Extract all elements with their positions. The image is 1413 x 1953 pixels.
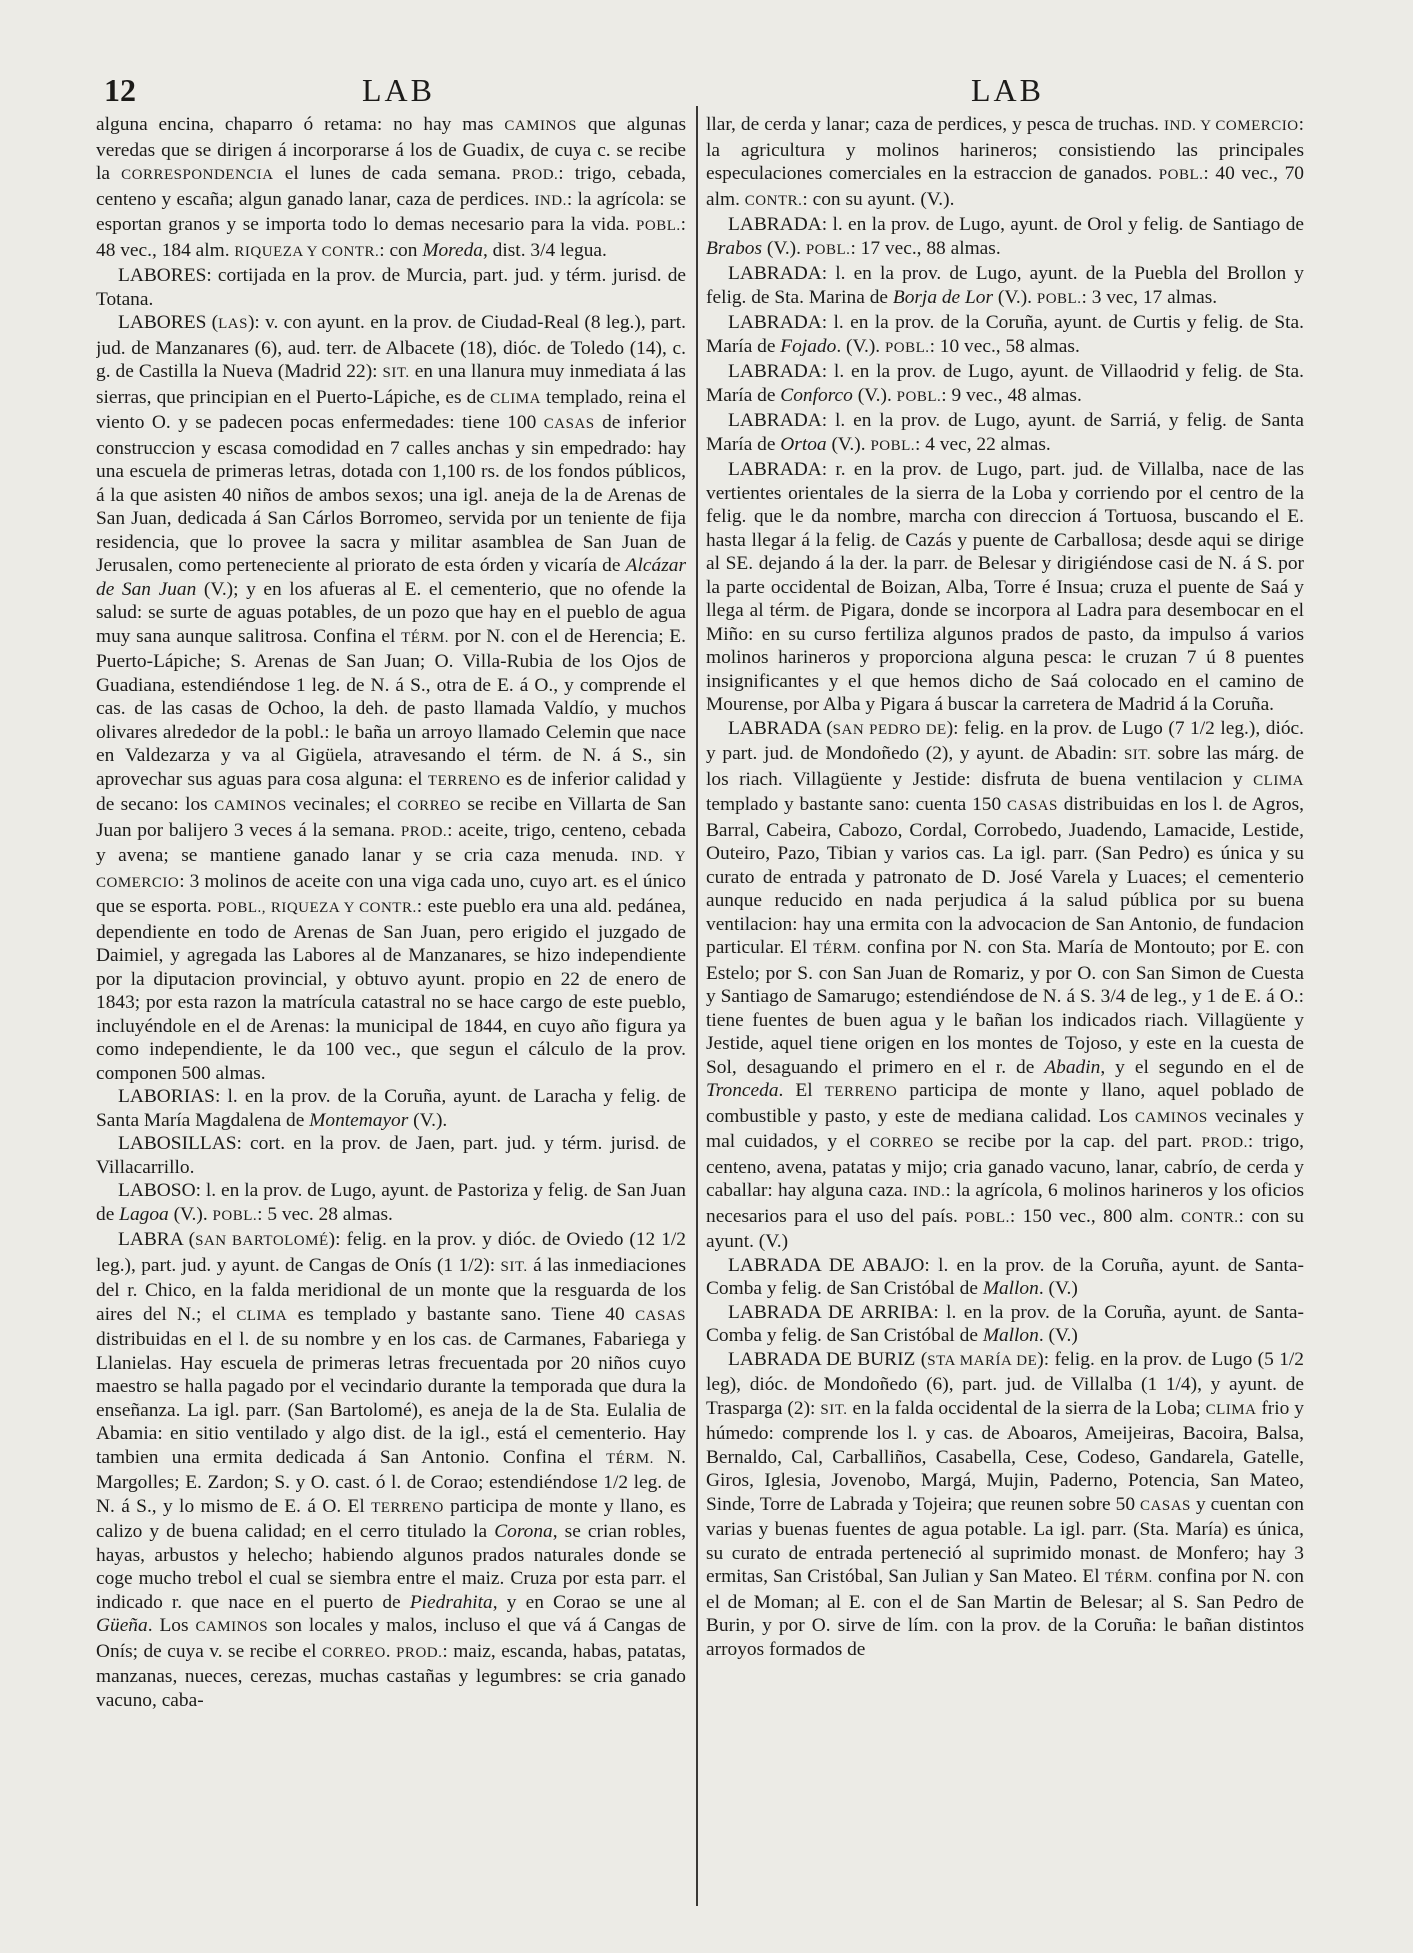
entry-text: se recibe en Villarta de San Juan por balijero 3 veces á la semana. xyxy=(96,794,686,841)
entry-text: ): felig. en la prov. y dióc. de Oviedo (12 1/2 leg.), part. jud. y ayunt. de Cangas de Onís (1 1/2): xyxy=(96,1229,686,1276)
entry-text: . El xyxy=(778,1080,825,1101)
small-caps-term: SAN BARTOLOMÉ xyxy=(195,1233,329,1249)
small-caps-term: SIT. xyxy=(1123,747,1152,763)
entry-text: el lunes de cada semana. xyxy=(273,163,513,184)
entry-text: participa de monte y llano, es calizo y de buena calidad; en el cerro titulado la xyxy=(96,1495,686,1542)
entry-text: LABRADA ( xyxy=(728,717,833,739)
dictionary-entry xyxy=(706,360,1304,409)
dictionary-entry xyxy=(706,1254,1304,1301)
small-caps-term: CASAS xyxy=(543,416,595,432)
entry-text: (V.). xyxy=(408,1109,448,1131)
entry-text: (V.). xyxy=(826,433,871,455)
entry-text: : maiz, escanda, habas, patatas, manzanas, nueces, cerezas, muchas castañas y legumbres: se cria ganado vacuno, caba- xyxy=(96,1640,686,1711)
small-caps-term: IND. Y COMERCIO xyxy=(1164,118,1299,134)
small-caps-term: RIQUEZA Y CONTR. xyxy=(234,243,380,260)
dictionary-entry xyxy=(96,1179,686,1228)
small-caps-term: SAN PEDRO DE xyxy=(832,721,947,738)
entry-text: se recibe por la cap. del part. xyxy=(933,1131,1202,1152)
entry-text: . xyxy=(385,1640,397,1662)
small-caps-term: SIT. xyxy=(382,365,410,381)
dictionary-entry xyxy=(96,264,686,311)
entry-text: frio y húmedo: comprende los l. y cas. de Aboaros, Ameijeiras, Bacoira, Balsa, Bernaldo, Cal, Carballiños, Casabella, Cese, Codeso, Gandarela, Gatelle, Giros, Iglesia, Jovenobo, Margá, Mujin, Paderno, Potencia, San Mateo, Sinde, Torre de Labrada y Tojeira; que reunen sobre 50 xyxy=(706,1397,1304,1515)
entry-text: : 48 vec., 184 alm. xyxy=(96,214,686,261)
small-caps-term: POBL. xyxy=(884,339,930,356)
entry-text: , dist. 3/4 legua. xyxy=(482,239,607,261)
entry-text: es de inferior calidad y de secano: los xyxy=(96,768,686,815)
italic-reference: Alcázar de San Juan xyxy=(96,555,686,600)
entry-text: (V.). xyxy=(762,237,806,259)
italic-reference: Lagoa xyxy=(119,1203,169,1225)
small-caps-term: SIT. xyxy=(820,1401,848,1418)
dictionary-entry xyxy=(96,1085,686,1132)
entry-text: que algunas veredas que se dirigen á incorporarse á los de Guadix, de cuya c. se recibe la xyxy=(96,114,686,184)
entry-text: de inferior construccion y escasa comodidad en 7 calles anchas y sin empedrado: hay una escuela de primeras letras, dotada con 1,100 rs. de los fondos públicos, á la que asisten 40 niños de ambos sexos; una igl. aneja de la de Arenas de San Juan, dedicada á San Cárlos Borromeo, servida por un teniente de fija residencia, que lo provee la sacra y militar asamblea de San Juan de Jerusalen, como perteneciente al priorato de esta órden y vicaría de xyxy=(96,412,686,576)
small-caps-term: CAMINOS xyxy=(195,1619,269,1635)
small-caps-term: POBL. xyxy=(965,1209,1010,1226)
italic-reference: Mallon xyxy=(982,1325,1039,1346)
entry-text: LABRADA DE ARRIBA: l. en la prov. de la Coruña, ayunt. de Santa-Comba y felig. de San Cristóbal de xyxy=(706,1301,1304,1346)
italic-reference: Piedrahita xyxy=(409,1591,493,1613)
entry-text: : aceite, trigo, centeno, cebada y avena; se mantiene ganado lanar y se cria caza menuda. xyxy=(96,819,686,866)
small-caps-term: SIT. xyxy=(500,1258,528,1275)
entry-text: son locales y malos, incluso el que vá á Cangas de Onís; de cuya v. se recibe el xyxy=(96,1615,686,1662)
entry-text: , se crian robles, hayas, arbustos y helecho; habiendo algunos prados naturales donde se coge mucho trebol el cual se siembra entre el maiz. Cruza por esta parr. el indicado r. que nace en el puerto de xyxy=(96,1521,686,1613)
entry-text: sobre las márg. de los riach. Villagüente y Jestide: disfruta de buena ventilacion y xyxy=(706,743,1304,790)
entry-text: participa de monte y llano, aquel poblado de combustible y pasto, y este de mediana calidad. Los xyxy=(706,1080,1304,1127)
entry-text: N. Margolles; E. Zardon; S. y O. cast. ó l. de Corao; estendiéndose 1/2 leg. de N. á S., y lo mismo de E. á O. El xyxy=(96,1446,686,1517)
small-caps-term: POBL., RIQUEZA Y CONTR. xyxy=(217,900,417,916)
small-caps-term: TÉRM. xyxy=(813,941,862,957)
small-caps-term: POBL. xyxy=(805,241,851,258)
right-column xyxy=(706,113,1304,1943)
entry-text: ): felig. en la prov. de Lugo (7 1/2 leg.), dióc. y part. jud. de Mondoñedo (2), y ayunt. de Abadin: xyxy=(706,717,1304,764)
entry-text: es templado y bastante sano. Tiene 40 xyxy=(287,1303,636,1325)
small-caps-term: IND. Y COMERCIO xyxy=(96,849,686,891)
entry-text: ): felig. en la prov. de Lugo (5 1/2 leg), dióc. de Mondoñedo (6), part. jud. de Villalba (1 1/4), y ayunt. de Trasparga (2): xyxy=(706,1348,1304,1419)
entry-text: : este pueblo era una ald. pedánea, dependiente en todo de Arenas de San Juan, pero erigido el juzgado de Daimiel, y agregada las Labores al de Manzanares, se hizo independiente por la diputacion provincial, y obtuvo ayunt. propio en 22 de enero de 1843; por esta razon la matrícula catastral no se hace cargo de este pueblo, incluyéndole en el de Arenas: la municipal de 1844, en cuyo año figura ya como independiente, le da 100 vec., que segun el cálculo de la prov. componen 500 almas. xyxy=(96,896,686,1084)
small-caps-term: CORREO xyxy=(397,798,462,814)
entry-text: : 40 vec., 70 alm. xyxy=(706,163,1304,210)
small-caps-term: CLIMA xyxy=(1205,1401,1257,1418)
entry-text: en la falda occidental de la sierra de la Loba; xyxy=(847,1397,1206,1419)
entry-text: á las inmediaciones del r. Chico, en la falda meridional de un monte que la resguarda de los aires del N.; el xyxy=(96,1254,686,1325)
small-caps-term: POBL. xyxy=(636,218,681,234)
dictionary-entry xyxy=(706,717,1304,1254)
small-caps-term: PROD. xyxy=(400,823,448,840)
dictionary-entry xyxy=(96,1132,686,1179)
italic-reference: Borja de Lor xyxy=(892,286,994,308)
entry-text: LABRADA: r. en la prov. de Lugo, part. jud. de Villalba, nace de las vertientes orientales de la sierra de la Loba y corriendo por el centro de la felig. que le da nombre, marcha con direccion á Tortuosa, buscando el E. hasta llegar á la felig. de Cazás y puente de Carballosa; desde aqui se dirige al SE. dejando á la der. la parr. de Belesar y dirigiéndose casi de N. á S. por la parte occidental de Boizan, Alba, Torre é Insua; cruza el puente de Saá y llega al térm. de Pigara, donde se incorpora al Ladra para desembocar en el Miño: en su curso fertiliza algunos prados de pasto, da impulso á varios molinos harineros y proporciona alguna pesca: le cruzan 7 ú 8 puentes insignificantes y el que hemos dicho de Saá colocado en el camino de Mourense, por Alba y Pigara á buscar la carretera de Madrid á la Coruña. xyxy=(706,459,1304,715)
small-caps-term: PROD. xyxy=(512,167,559,183)
entry-text: LABOSO: l. en la prov. de Lugo, ayunt. de Pastoriza y felig. de San Juan de xyxy=(96,1180,686,1225)
dictionary-entry xyxy=(96,113,686,264)
entry-text: LABRADA: l. en la prov. de la Coruña, ayunt. de Curtis y felig. de Sta. María de xyxy=(706,312,1304,357)
small-caps-term: PROD. xyxy=(396,1644,443,1661)
entry-text: templado y bastante sano: cuenta 150 xyxy=(706,794,1007,815)
italic-reference: Montemayor xyxy=(309,1109,409,1131)
small-caps-term: TÉRM. xyxy=(1104,1570,1153,1586)
small-caps-term: TERRENO xyxy=(371,1499,444,1516)
italic-reference: Tronceda xyxy=(706,1080,779,1101)
entry-text: LABRA ( xyxy=(118,1229,196,1250)
italic-reference: Abadin xyxy=(1044,1056,1101,1078)
small-caps-term: CASAS xyxy=(635,1307,686,1324)
entry-text: (V.); y en los afueras al E. el cementerio, que no ofende la salud: se surte de aguas potables, de un pozo que hay en el pueblo de agua muy sana aunque salitrosa. Confina el xyxy=(96,578,686,647)
small-caps-term: LAS xyxy=(218,316,248,332)
entry-text: distribuidas en el l. de su nombre y en los cas. de Carmanes, Fabariega y Llanielas. Hay escuela de primeras letras frecuentada por 20 niños cuyo maestro se halla pagado por el vecindario durante la temporada que dura la enseñanza. La igl. parr. (San Bartolomé), es aneja de la de Sta. Eulalia de Abamia: en sitio ventilado y algo dist. de la igl., está el cementerio. Hay tambien una ermita dedicada á San Antonio. Confina el xyxy=(96,1329,686,1468)
dictionary-entry xyxy=(706,262,1304,311)
small-caps-term: CORREO xyxy=(869,1135,934,1151)
italic-reference: Güeña xyxy=(96,1615,148,1636)
entry-text: : con su ayunt. (V.). xyxy=(802,188,955,210)
running-head xyxy=(0,72,1413,112)
entry-text: : la agrícola: se esportan granos y se importa todo lo demas necesario para la vida. xyxy=(96,188,686,235)
entry-text: LABORIAS: l. en la prov. de la Coruña, ayunt. de Laracha y felig. de Santa María Magdalena de xyxy=(96,1086,686,1131)
small-caps-term: CORREO xyxy=(321,1644,386,1661)
entry-text: : con xyxy=(379,239,423,261)
entry-text: (V.). xyxy=(852,384,897,406)
entry-text: distribuidas en los l. de Agros, Barral, Cabeira, Cabozo, Cordal, Corrobedo, Juadendo, Lamacide, Lestide, Outeiro, Pazo, Tibian y varios cas. La igl. parr. (San Pedro) es única y su curato de entrada y patronato de D. José Varela y Luaces; el cementerio aunque reducido en nada perjudica á la salud pública por su buena ventilacion: hay una ermita con la advocacion de San Antonio, de fundacion particular. El xyxy=(706,794,1304,958)
entry-text: LABRADA: l. en la prov. de Lugo, ayunt. de la Puebla del Brollon y felig. de Sta. Marina de xyxy=(706,263,1304,308)
entry-text: : la agricultura y molinos harineros; consistiendo las principales especulaciones comerciales en la estraccion de ganados. xyxy=(706,114,1304,184)
small-caps-term: POBL. xyxy=(212,1207,258,1224)
italic-reference: Fojado xyxy=(780,335,837,357)
small-caps-term: PROD. xyxy=(1201,1135,1248,1151)
entry-text: . (V.). xyxy=(836,335,885,357)
italic-reference: Corona xyxy=(494,1521,553,1542)
small-caps-term: STA MARÍA DE xyxy=(927,1352,1038,1369)
entry-text: LABORES ( xyxy=(118,312,219,333)
dictionary-entry xyxy=(706,113,1304,213)
entry-text: confina por N. con Sta. María de Montouto; por E. con Estelo; por S. con San Juan de Romariz, y por O. con San Simon de Cuesta y Santiago de Samarugo; estendiéndose de N. á S. 3/4 de leg., y 1 de E. á O.: tiene fuentes de buen agua y le bañan los indicados riach. Villagüente y Jestide, aquel tiene origen en los montes de Tojoso, y este en la cuesta de Sol, desaguando el primero en el r. de xyxy=(706,937,1304,1078)
entry-text: (V.). xyxy=(993,286,1037,308)
entry-text: y cuentan con varias y buenas fuentes de agua potable. La igl. parr. (Sta. María) es única, su curato de entrada perteneció al suprimido monast. de Monfero; hay 3 ermitas, San Cristóbal, San Julian y San Mateo. El xyxy=(706,1493,1304,1587)
entry-text: (V.). xyxy=(168,1203,213,1225)
dictionary-entry xyxy=(706,409,1304,458)
entry-text: : 3 molinos de aceite con una viga cada uno, cuyo art. es el único que se esporta. xyxy=(96,870,686,917)
entry-text: alguna encina, chaparro ó retama: no hay mas xyxy=(96,114,505,135)
entry-text: . (V.) xyxy=(1038,1325,1078,1346)
entry-text: LABRADA: l. en la prov. de Lugo, ayunt. de Villaodrid y felig. de Sta. María de xyxy=(706,361,1304,406)
small-caps-term: IND. xyxy=(534,192,567,209)
entry-text: : la agrícola, 6 molinos harineros y los oficios necesarios para el uso del país. xyxy=(706,1180,1304,1227)
entry-text: ): v. con ayunt. en la prov. de Ciudad-Real (8 leg.), part. jud. de Manzanares (6), aud. terr. de Albacete (18), dióc. de Toledo (14), c. g. de Castilla la Nueva (Madrid 22): xyxy=(96,312,686,382)
small-caps-term: POBL. xyxy=(1036,290,1082,307)
small-caps-term: TÉRM. xyxy=(401,629,450,646)
entry-text: por N. con el de Herencia; E. Puerto-Lápiche; S. Arenas de San Juan; O. Villa-Rubia de los Ojos de Guadiana, estendiéndose 1 leg. de N. á S., otra de E. á O., y comprende el cas. de las casas de Ochoo, la deh. de pasto llamada Valdío, y muchos olivares alrededor de la pobl.: le baña un arroyo llamado Celemin que nace en Valdezarza y va al Gigüela, atravesando el térm. de N. á S., sin aprovechar sus aguas para cosa alguna: el xyxy=(96,625,686,790)
small-caps-term: CONTR. xyxy=(1180,1209,1239,1226)
small-caps-term: POBL. xyxy=(896,388,942,405)
entry-text: LABRADA DE BURIZ ( xyxy=(728,1348,928,1370)
entry-text: : trigo, cebada, centeno y escaña; algun ganado lanar, caza de perdices. xyxy=(96,163,686,210)
left-column xyxy=(96,113,686,1943)
dictionary-entry xyxy=(96,311,686,1085)
entry-text: : 4 vec, 22 almas. xyxy=(915,433,1051,455)
right-running-heading: LAB xyxy=(971,72,1044,108)
entry-text: LABRADA: l. en la prov. de Lugo, ayunt. de Sarriá, y felig. de Santa María de xyxy=(706,410,1304,455)
dictionary-entry xyxy=(706,458,1304,717)
small-caps-term: CLIMA xyxy=(490,390,541,407)
page-number: 12 xyxy=(104,72,136,108)
entry-text: : 3 vec, 17 almas. xyxy=(1081,286,1218,308)
entry-text: llar, de cerda y lanar; caza de perdices, y pesca de truchas. xyxy=(706,114,1164,135)
left-running-heading: LAB xyxy=(362,72,435,108)
small-caps-term: IND. xyxy=(912,1184,946,1200)
entry-text: : 150 vec., 800 alm. xyxy=(1009,1205,1181,1227)
small-caps-term: CLIMA xyxy=(1253,772,1304,789)
small-caps-term: CORRESPONDENCIA xyxy=(121,167,274,183)
dictionary-entry xyxy=(706,1348,1304,1662)
small-caps-term: CAMINOS xyxy=(504,118,578,134)
small-caps-term: CASAS xyxy=(1007,798,1058,814)
entry-text: LABRADA DE ABAJO: l. en la prov. de la Coruña, ayunt. de Santa-Comba y felig. de San Cristóbal de xyxy=(706,1254,1304,1299)
dictionary-entry xyxy=(706,311,1304,360)
small-caps-term: CLIMA xyxy=(236,1307,288,1324)
italic-reference: Conforco xyxy=(780,384,853,406)
dictionary-entry xyxy=(706,1301,1304,1348)
entry-text: templado, reina el viento O. y se padecen pocas enfermedades: tiene 100 xyxy=(96,386,686,433)
column-divider xyxy=(696,106,698,1906)
entry-text: : con su ayunt. (V.) xyxy=(706,1205,1304,1252)
small-caps-term: CASAS xyxy=(1140,1497,1191,1514)
entry-text: confina por N. con el de Moman; al E. con el de San Martin de Belesar; al S. San Pedro de Burin, y por O. sirve de lím. con la prov. de la Coruña: le bañan distintos arroyos formados de xyxy=(706,1566,1304,1660)
entry-text: : 9 vec., 48 almas. xyxy=(941,384,1082,406)
entry-text: , y en Corao se une al xyxy=(492,1591,686,1613)
dictionary-entry xyxy=(96,1228,686,1712)
entry-text: : 17 vec., 88 almas. xyxy=(850,237,1001,259)
entry-text: , y el segundo en el de xyxy=(1100,1056,1304,1078)
italic-reference: Mallon xyxy=(982,1278,1039,1299)
entry-text: . (V.) xyxy=(1038,1278,1078,1299)
dictionary-entry xyxy=(706,213,1304,262)
entry-text: en una llanura muy inmediata á las sierras, que principian en el Puerto-Lápiche, es de xyxy=(96,361,686,408)
small-caps-term: CONTR. xyxy=(744,192,803,209)
entry-text: vecinales y mal cuidados, y el xyxy=(706,1105,1304,1152)
entry-text: : 10 vec., 58 almas. xyxy=(929,335,1080,357)
small-caps-term: CAMINOS xyxy=(1135,1109,1208,1126)
italic-reference: Brabos xyxy=(706,237,763,259)
entry-text: : trigo, centeno, avena, patatas y mijo; cria ganado vacuno, lanar, cabrío, de cerda y caballar: hay alguna caza. xyxy=(706,1131,1304,1201)
small-caps-term: CAMINOS xyxy=(214,798,287,814)
small-caps-term: POBL. xyxy=(870,437,916,454)
entry-text: . Los xyxy=(147,1615,196,1636)
small-caps-term: TERRENO xyxy=(427,772,501,789)
italic-reference: Ortoa xyxy=(780,433,827,455)
italic-reference: Moreda xyxy=(422,239,483,261)
small-caps-term: POBL. xyxy=(1158,167,1204,183)
small-caps-term: TÉRM. xyxy=(605,1450,654,1467)
entry-text: : 5 vec. 28 almas. xyxy=(257,1203,393,1225)
small-caps-term: TERRENO xyxy=(824,1084,898,1100)
entry-text: vecinales; el xyxy=(286,794,398,815)
entry-text: LABRADA: l. en la prov. de Lugo, ayunt. de Orol y felig. de Santiago de xyxy=(728,214,1304,235)
entry-text: LABOSILLAS: cort. en la prov. de Jaen, part. jud. y térm. jurisd. de Villacarrillo. xyxy=(96,1133,686,1178)
entry-text: LABORES: cortijada en la prov. de Murcia, part. jud. y térm. jurisd. de Totana. xyxy=(96,265,686,310)
